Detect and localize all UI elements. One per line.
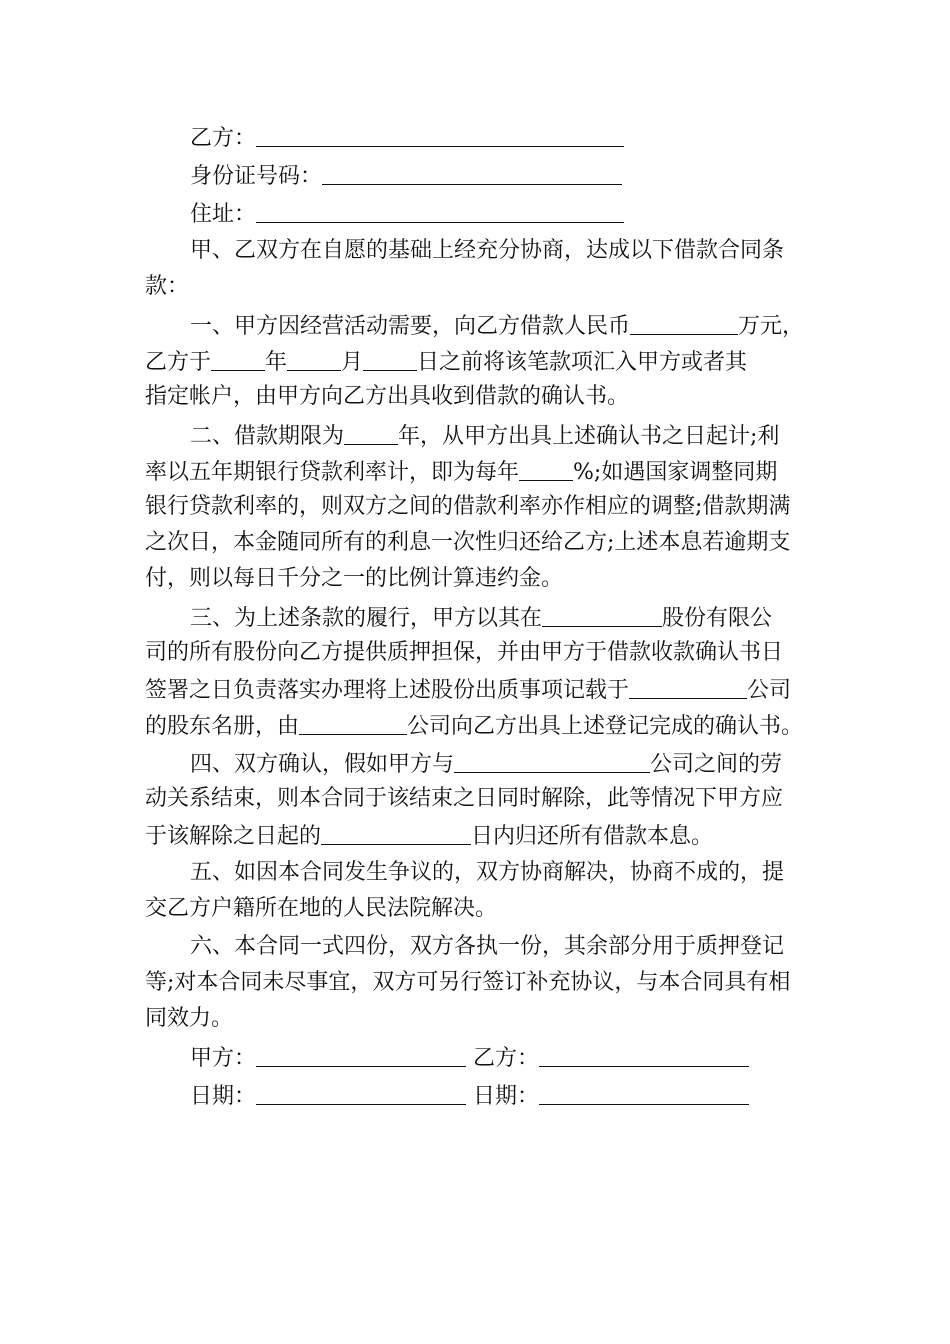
clause2-text-2a: 率以五年期银行贷款利率计，即为每年	[145, 460, 520, 485]
date-party-a-label: 日期：	[190, 1084, 257, 1109]
date-party-a	[190, 1080, 466, 1110]
loan-amount-blank[interactable]	[630, 310, 738, 335]
day-blank[interactable]	[363, 346, 417, 371]
year-blank[interactable]	[211, 346, 265, 371]
clause3-text-4b: 公司向乙方出具上述登记完成的确认书。	[407, 714, 804, 739]
date-party-b	[473, 1080, 749, 1110]
clause3-line-4	[145, 710, 803, 740]
clause2-line-4: 之次日，本金随同所有的利息一次性归还给乙方;上述本息若逾期支	[145, 530, 791, 555]
clause5-line-2: 交乙方户籍所在地的人民法院解决。	[145, 896, 498, 921]
clause4-text-1b: 公司之间的劳	[650, 752, 783, 777]
intro-line-1: 甲、乙双方在自愿的基础上经充分协商，达成以下借款合同条	[190, 238, 785, 263]
clause1-line-2	[145, 346, 747, 376]
date-party-a-blank[interactable]	[256, 1080, 466, 1105]
clause6-line-3: 同效力。	[145, 1006, 234, 1031]
clause2-line-2	[145, 456, 777, 486]
clause2-line-5: 付，则以每日千分之一的比例计算违约金。	[145, 566, 564, 591]
date-party-b-blank[interactable]	[539, 1080, 749, 1105]
clause1-text-2b: 年	[265, 350, 288, 375]
clause2-text-1b: 年，从甲方出具上述确认书之日起计;利	[398, 424, 780, 449]
clause2-line-3: 银行贷款利率的，则双方之间的借款利率亦作相应的调整;借款期满	[145, 494, 791, 519]
clause1-text-1a: 一、甲方因经营活动需要，向乙方借款人民币	[190, 314, 631, 339]
issuing-company-blank[interactable]	[299, 710, 407, 735]
signature-party-a-blank[interactable]	[256, 1042, 466, 1067]
clause1-text-2c: 月	[341, 350, 364, 375]
register-company-blank[interactable]	[629, 674, 747, 699]
repayment-days-blank[interactable]	[321, 820, 471, 845]
address-row	[190, 198, 624, 228]
signature-party-a	[190, 1042, 466, 1072]
clause3-text-3a: 签署之日负责落实办理将上述股份出质事项记载于	[145, 678, 630, 703]
party-b-row	[190, 122, 624, 152]
clause6-line-1: 六、本合同一式四份，双方各执一份，其余部分用于质押登记	[190, 934, 785, 959]
clause1-line-3: 指定帐户，由甲方向乙方出具收到借款的确认书。	[145, 384, 630, 409]
clause3-text-3b: 公司	[747, 678, 792, 703]
clause4-line-1	[190, 748, 782, 778]
signature-party-b-blank[interactable]	[539, 1042, 749, 1067]
clause3-text-1b: 股份有限公	[662, 606, 773, 631]
clause6-line-2: 等;对本合同未尽事宜，双方可另行签订补充协议，与本合同具有相	[145, 970, 791, 995]
clause2-text-2b: %;如遇国家调整同期	[573, 460, 778, 485]
clause4-line-2: 动关系结束，则本合同于该结束之日同时解除，此等情况下甲方应	[145, 786, 784, 811]
address-blank[interactable]	[256, 198, 624, 223]
clause3-text-4a: 的股东名册，由	[145, 714, 300, 739]
month-blank[interactable]	[287, 346, 341, 371]
clause4-text-1a: 四、双方确认，假如甲方与	[190, 752, 455, 777]
clause5-line-1: 五、如因本合同发生争议的，双方协商解决，协商不成的，提	[190, 860, 785, 885]
interest-rate-blank[interactable]	[519, 456, 573, 481]
id-number-row	[190, 160, 622, 190]
company-shares-blank[interactable]	[542, 602, 662, 627]
clause3-line-1	[190, 602, 772, 632]
clause2-text-1a: 二、借款期限为	[190, 424, 345, 449]
clause1-text-2d: 日之前将该笔款项汇入甲方或者其	[417, 350, 748, 375]
clause1-line-1	[190, 310, 804, 340]
signature-party-b	[473, 1042, 749, 1072]
signature-party-b-label: 乙方：	[473, 1046, 540, 1071]
intro-line-2: 款：	[145, 274, 190, 299]
clause3-line-3	[145, 674, 791, 704]
address-label: 住址：	[190, 202, 257, 227]
party-b-blank[interactable]	[256, 122, 624, 147]
clause4-text-3b: 日内归还所有借款本息。	[471, 824, 714, 849]
clause1-text-2a: 乙方于	[145, 350, 212, 375]
clause2-line-1	[190, 420, 779, 450]
term-years-blank[interactable]	[344, 420, 398, 445]
clause4-line-3	[145, 820, 713, 850]
clause4-text-3a: 于该解除之日起的	[145, 824, 322, 849]
clause1-text-1b: 万元，	[738, 314, 805, 339]
party-b-label: 乙方：	[190, 126, 257, 151]
id-number-label: 身份证号码：	[190, 164, 323, 189]
clause3-text-1a: 三、为上述条款的履行，甲方以其在	[190, 606, 543, 631]
clause3-line-2: 司的所有股份向乙方提供质押担保，并由甲方于借款收款确认书日	[145, 640, 784, 665]
id-number-blank[interactable]	[322, 160, 622, 185]
signature-party-a-label: 甲方：	[190, 1046, 257, 1071]
date-party-b-label: 日期：	[473, 1084, 540, 1109]
employer-company-blank[interactable]	[454, 748, 650, 773]
